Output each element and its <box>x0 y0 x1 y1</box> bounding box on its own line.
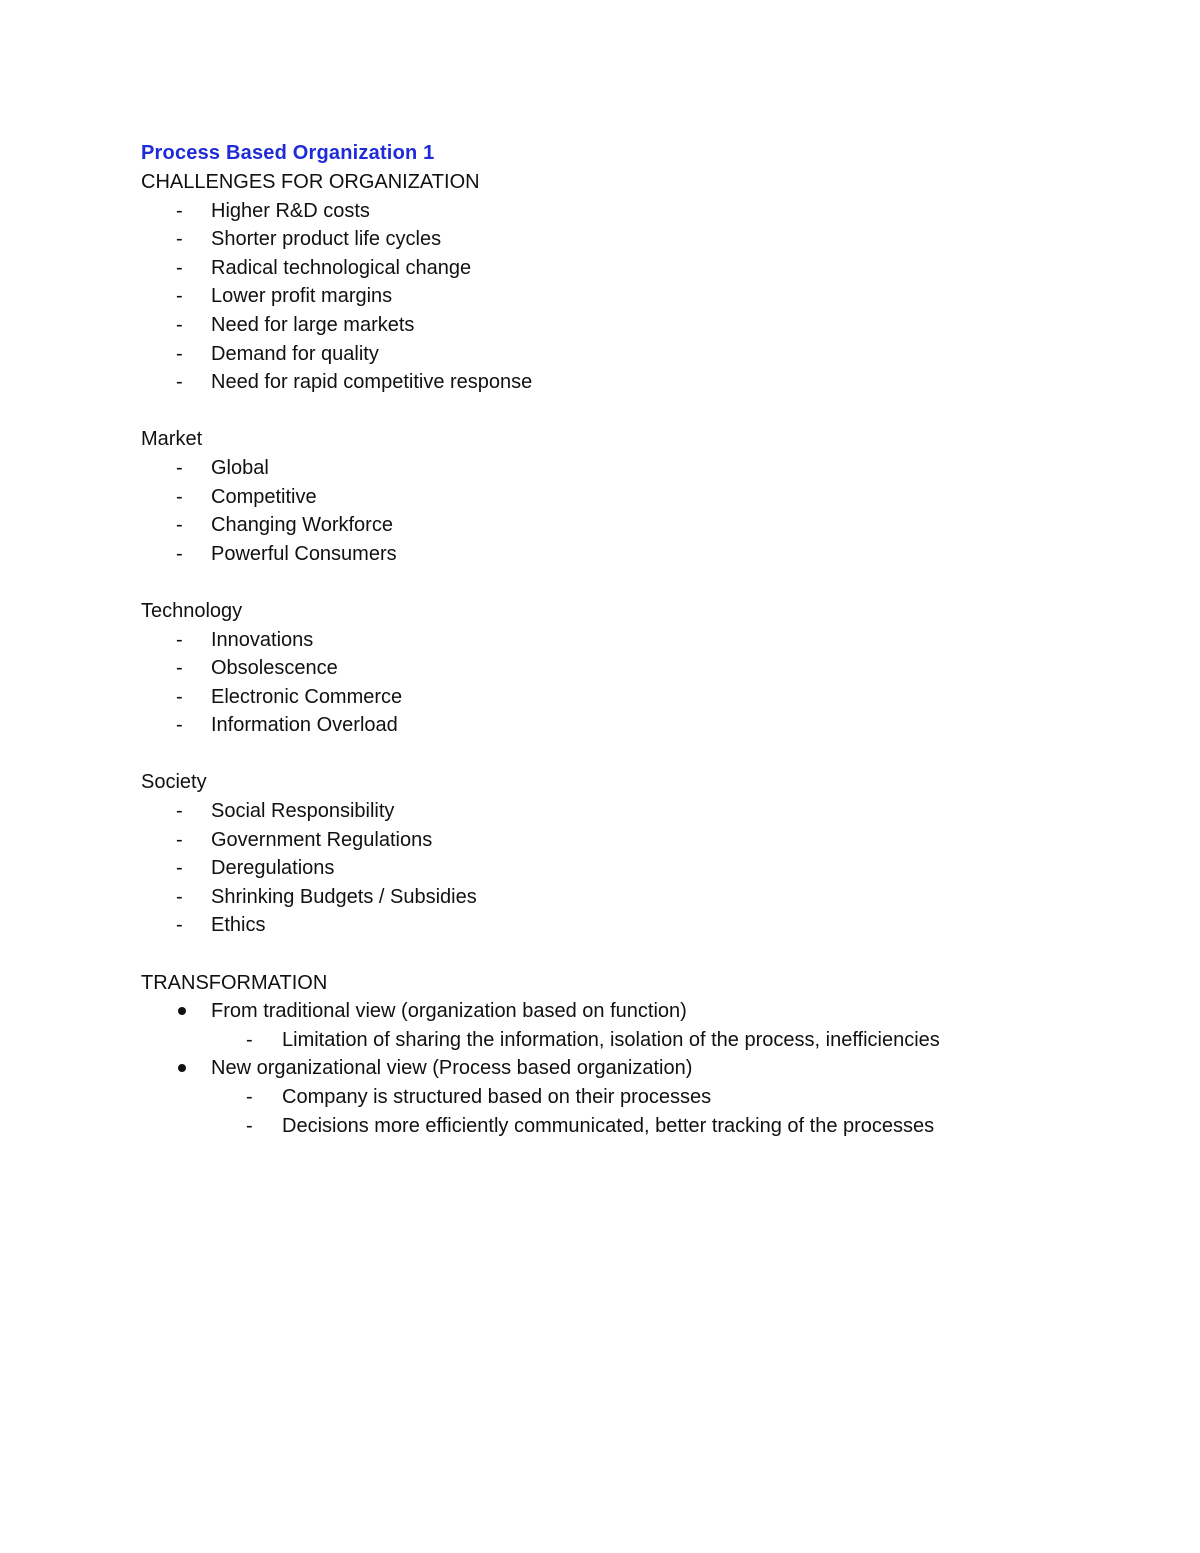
challenges-list <box>141 197 1121 397</box>
dash-marker: - <box>176 657 183 680</box>
list-item-text: Shorter product life cycles <box>211 228 442 251</box>
list-item <box>141 225 1121 254</box>
list-item-text: Electronic Commerce <box>211 685 403 708</box>
dash-marker: - <box>176 514 183 537</box>
sub-list <box>211 1026 1121 1055</box>
sub-list-item <box>211 1083 1121 1112</box>
list-item-text: Deregulations <box>211 857 335 880</box>
list-item <box>141 911 1121 940</box>
list-item <box>141 654 1121 683</box>
dash-marker: - <box>176 914 183 937</box>
dash-marker: - <box>246 1028 253 1051</box>
dash-marker: - <box>176 714 183 737</box>
sub-list-item-text: Limitation of sharing the information, isolation of the process, inefficiencies <box>282 1028 940 1051</box>
list-item <box>141 282 1121 311</box>
sub-list-item <box>211 1026 1121 1055</box>
list-item <box>141 626 1121 655</box>
section-heading-transformation: TRANSFORMATION <box>141 971 328 994</box>
sub-list <box>211 1083 1121 1140</box>
dash-marker: - <box>176 800 183 823</box>
list-item-text: Lower profit margins <box>211 285 393 308</box>
list-item-text: Changing Workforce <box>211 514 393 537</box>
bullet-item <box>141 1054 1121 1140</box>
list-item-text: Obsolescence <box>211 657 338 680</box>
dash-marker: - <box>176 857 183 880</box>
bullet-item <box>141 997 1121 1054</box>
list-item <box>141 883 1121 912</box>
list-item <box>141 854 1121 883</box>
section-heading-challenges: CHALLENGES FOR ORGANIZATION <box>141 171 480 193</box>
bullet-item-text: New organizational view (Process based organization) <box>211 1057 693 1080</box>
spacer <box>141 568 1121 597</box>
dash-marker: - <box>176 342 183 365</box>
spacer <box>141 940 1121 969</box>
list-item-text: Radical technological change <box>211 256 472 279</box>
dash-marker: - <box>176 313 183 336</box>
list-item <box>141 483 1121 512</box>
bullet-dot-icon <box>178 1007 186 1015</box>
list-item-text: Ethics <box>211 914 266 937</box>
dash-marker: - <box>176 228 183 251</box>
sub-list-item <box>211 1112 1121 1141</box>
dash-marker: - <box>176 685 183 708</box>
list-item <box>141 711 1121 740</box>
section-heading-technology: Technology <box>141 599 243 622</box>
sub-list-item-text: Decisions more efficiently communicated, better tracking of the processes <box>282 1114 935 1137</box>
document-title: Process Based Organization 1 <box>141 142 435 164</box>
list-item <box>141 368 1121 397</box>
list-item <box>141 826 1121 855</box>
list-item-text: Innovations <box>211 628 314 651</box>
market-list <box>141 454 1121 568</box>
list-item <box>141 311 1121 340</box>
list-item <box>141 340 1121 369</box>
dash-marker: - <box>176 285 183 308</box>
list-item-text: Information Overload <box>211 714 398 737</box>
dash-marker: - <box>246 1114 253 1137</box>
document-page <box>141 138 1121 1140</box>
dash-marker: - <box>176 628 183 651</box>
sub-list-item-text: Company is structured based on their processes <box>282 1086 712 1108</box>
list-item-text: Need for large markets <box>211 313 415 336</box>
list-item <box>141 197 1121 226</box>
dash-marker: - <box>176 371 183 394</box>
list-item-text: Powerful Consumers <box>211 542 397 565</box>
society-list <box>141 797 1121 940</box>
dash-marker: - <box>246 1086 253 1108</box>
spacer <box>141 397 1121 426</box>
dash-marker: - <box>176 456 183 479</box>
list-item <box>141 454 1121 483</box>
list-item-text: Need for rapid competitive response <box>211 371 533 394</box>
bullet-dot-icon <box>178 1064 186 1072</box>
dash-marker: - <box>176 199 183 222</box>
list-item-text: Government Regulations <box>211 828 433 851</box>
dash-marker: - <box>176 885 183 908</box>
list-item <box>141 797 1121 826</box>
list-item-text: Competitive <box>211 485 317 508</box>
list-item-text: Social Responsibility <box>211 800 395 823</box>
section-heading-market: Market <box>141 428 203 451</box>
list-item <box>141 511 1121 540</box>
section-heading-society: Society <box>141 771 207 794</box>
list-item-text: Shrinking Budgets / Subsidies <box>211 885 477 908</box>
dash-marker: - <box>176 485 183 508</box>
list-item-text: Higher R&D costs <box>211 199 370 222</box>
list-item-text: Demand for quality <box>211 342 379 365</box>
list-item <box>141 254 1121 283</box>
technology-list <box>141 626 1121 740</box>
list-item <box>141 540 1121 569</box>
transformation-list <box>141 997 1121 1140</box>
spacer <box>141 740 1121 769</box>
dash-marker: - <box>176 542 183 565</box>
list-item <box>141 683 1121 712</box>
bullet-item-text: From traditional view (organization based on function) <box>211 1000 687 1023</box>
list-item-text: Global <box>211 456 269 479</box>
dash-marker: - <box>176 256 183 279</box>
dash-marker: - <box>176 828 183 851</box>
